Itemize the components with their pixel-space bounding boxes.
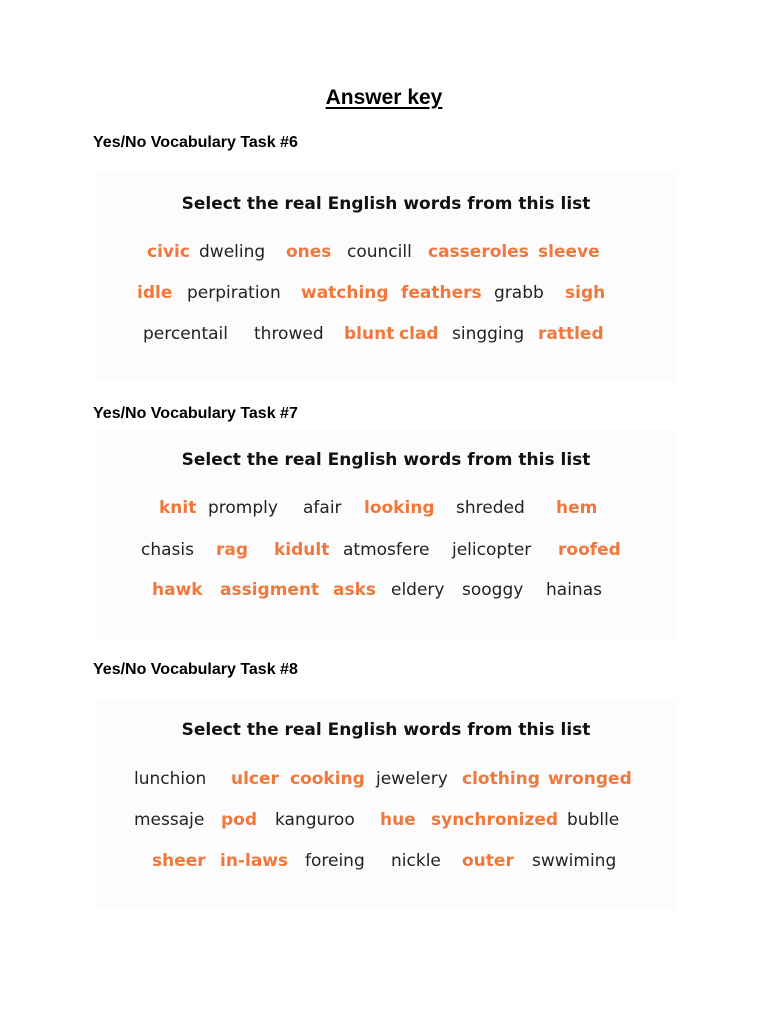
real-word: watching xyxy=(301,283,389,303)
real-word: roofed xyxy=(558,540,621,560)
real-word: assigment xyxy=(220,580,320,600)
real-word: rag xyxy=(216,540,249,560)
real-word: blunt xyxy=(344,324,395,344)
word-row xyxy=(95,808,677,832)
non-word: percentail xyxy=(143,324,228,344)
real-word: wronged xyxy=(548,769,632,789)
word-row xyxy=(95,496,677,520)
non-word: chasis xyxy=(141,540,194,560)
non-word: shreded xyxy=(456,498,525,518)
real-word: civic xyxy=(147,242,190,262)
non-word: jewelery xyxy=(376,769,448,789)
non-word: councill xyxy=(347,242,412,262)
non-word: eldery xyxy=(391,580,445,600)
real-word: kidult xyxy=(274,540,330,560)
word-row xyxy=(95,322,677,346)
word-row xyxy=(95,281,677,305)
page-title: Answer key xyxy=(325,86,443,109)
non-word: promply xyxy=(208,498,278,518)
non-word: swwiming xyxy=(532,851,617,871)
real-word: hue xyxy=(380,810,416,830)
word-row xyxy=(95,538,677,562)
task-heading-8: Yes/No Vocabulary Task #8 xyxy=(93,661,298,678)
real-word: idle xyxy=(137,283,173,303)
real-word: outer xyxy=(462,851,514,871)
word-row xyxy=(95,849,677,873)
real-word: looking xyxy=(364,498,435,518)
non-word: singging xyxy=(452,324,525,344)
non-word: kanguroo xyxy=(275,810,355,830)
non-word: dweling xyxy=(199,242,266,262)
task-panel-8 xyxy=(95,700,677,910)
task-heading-6: Yes/No Vocabulary Task #6 xyxy=(93,134,298,151)
task-instruction: Select the real English words from this list xyxy=(181,194,591,214)
real-word: cooking xyxy=(290,769,365,789)
real-word: casseroles xyxy=(428,242,529,262)
real-word: asks xyxy=(333,580,377,600)
real-word: sigh xyxy=(565,283,606,303)
real-word: feathers xyxy=(401,283,482,303)
non-word: jelicopter xyxy=(452,540,532,560)
word-row xyxy=(95,767,677,791)
non-word: messaje xyxy=(134,810,205,830)
non-word: perpiration xyxy=(187,283,281,303)
non-word: lunchion xyxy=(134,769,207,789)
real-word: hem xyxy=(556,498,598,518)
non-word: foreing xyxy=(305,851,365,871)
word-row xyxy=(95,240,677,264)
task-panel-6 xyxy=(95,172,677,382)
real-word: sheer xyxy=(152,851,206,871)
task-heading-7: Yes/No Vocabulary Task #7 xyxy=(93,405,298,422)
real-word: ones xyxy=(286,242,332,262)
non-word: sooggy xyxy=(462,580,524,600)
non-word: hainas xyxy=(546,580,602,600)
real-word: clad xyxy=(399,324,439,344)
non-word: bublle xyxy=(567,810,620,830)
real-word: in-laws xyxy=(220,851,289,871)
real-word: synchronized xyxy=(431,810,559,830)
real-word: knit xyxy=(159,498,197,518)
task-instruction: Select the real English words from this list xyxy=(181,450,591,470)
task-panel-7 xyxy=(95,430,677,640)
real-word: clothing xyxy=(462,769,540,789)
real-word: pod xyxy=(221,810,258,830)
non-word: atmosfere xyxy=(343,540,430,560)
real-word: rattled xyxy=(538,324,604,344)
word-row xyxy=(95,578,677,602)
non-word: throwed xyxy=(254,324,324,344)
real-word: hawk xyxy=(152,580,203,600)
real-word: ulcer xyxy=(231,769,279,789)
non-word: grabb xyxy=(494,283,544,303)
non-word: nickle xyxy=(391,851,441,871)
task-instruction: Select the real English words from this list xyxy=(181,720,591,740)
real-word: sleeve xyxy=(538,242,600,262)
non-word: afair xyxy=(303,498,342,518)
